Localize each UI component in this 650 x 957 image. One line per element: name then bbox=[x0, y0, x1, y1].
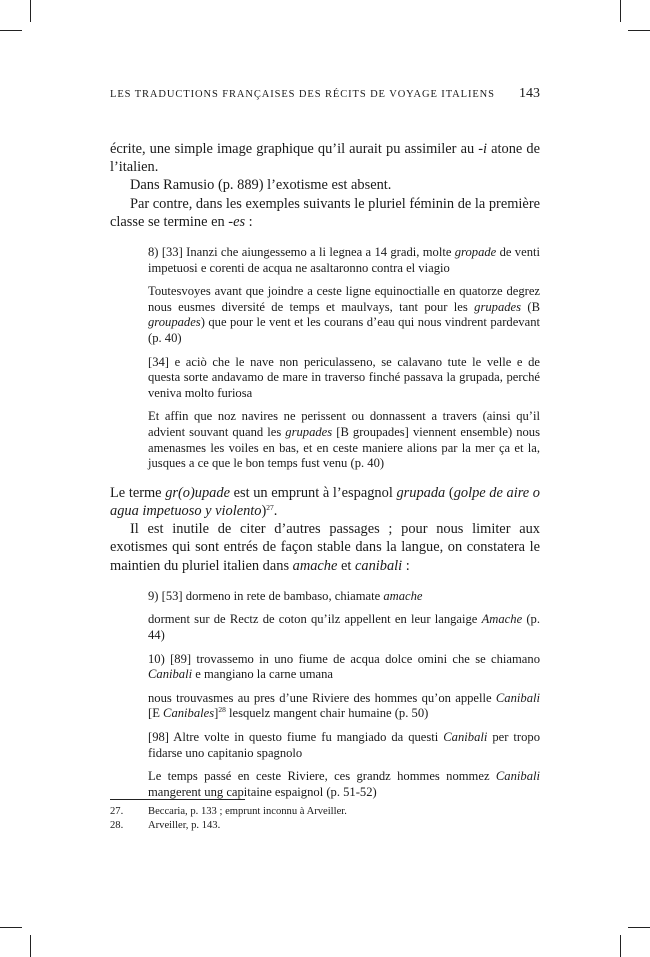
example-french: Le temps passé en ceste Riviere, ces grandz hommes nommez Canibali mangerent ung capitaine espaignol (p. 51-52) bbox=[148, 769, 540, 799]
crop-mark bbox=[0, 927, 22, 928]
footnote-text: Beccaria, p. 133 ; emprunt inconnu à Arveiller. bbox=[148, 806, 347, 817]
example-italian: [98] Altre volte in questo fiume fu mangiado da questi Canibali per tropo fidarse uno capitanio spagnolo bbox=[148, 729, 540, 760]
paragraph: écrite, une simple image graphique qu’il aurait pu assimiler au -i atone de l’italien. bbox=[110, 141, 540, 176]
crop-mark bbox=[30, 0, 31, 22]
page-number: 143 bbox=[519, 86, 540, 101]
crop-mark bbox=[0, 30, 22, 31]
crop-mark bbox=[30, 935, 31, 957]
crop-mark bbox=[628, 30, 650, 31]
example-french: dorment sur de Rectz de coton qu’ilz appellent en leur langaige Amache (p. 44) bbox=[148, 612, 540, 642]
example-italian: 8) [33] Inanzi che aiungessemo a li legnea a 14 gradi, molte gropade de venti impetuosi e corenti de acqua ne asaltaronno contra el viagio bbox=[148, 245, 540, 275]
paragraph: Il est inutile de citer d’autres passages ; pour nous limiter aux exotismes qui sont entrés de façon stable dans la langue, on constatera le maintien du pluriel italien dans amache et canibali : bbox=[110, 521, 540, 574]
footnote-text: Arveiller, p. 143. bbox=[148, 819, 221, 831]
page-body bbox=[110, 140, 540, 800]
example-block bbox=[148, 589, 540, 801]
footnotes bbox=[110, 805, 540, 832]
example-french: Et affin que noz navires ne perissent ou donnassent a travers (ainsi qu’il advient souvant quand les grupades [B groupades] viennent ensemble) nous amenasmes les voiles en bas, et en ceste maniere alions par la mer ça et la, jusques a ce que le bon temps fust venu (p. 40) bbox=[148, 409, 540, 471]
footnote-rule bbox=[110, 799, 245, 800]
crop-mark bbox=[620, 935, 621, 957]
paragraph: Le terme gr(o)upade est un emprunt à l’espagnol grupada (golpe de aire o agua impetuoso y violento)$^{27}$. bbox=[110, 484, 540, 519]
example-italian: 9) [53] dormeno in rete de bambaso, chiamate amache bbox=[148, 588, 423, 603]
crop-mark bbox=[628, 927, 650, 928]
paragraph: Dans Ramusio (p. 889) l’exotisme est absent. bbox=[130, 177, 392, 194]
example-french: Toutesvoyes avant que joindre a ceste ligne equinoctialle en quatorze degrez nous eusmes diversité de temps et maulvays, tant pour les grupades (B groupades) que pour le vent et les courans d’eau qui nous vindrent pardevant (p. 40) bbox=[148, 284, 540, 345]
footnote-number: 27. bbox=[110, 806, 124, 817]
example-italian: [34] e aciò che le nave non periculasseno, se calavano tute le velle e de questa sorte andavamo de mare in traverso finché passava la grupada, perché veniva molto furiosa bbox=[148, 354, 540, 400]
footnote bbox=[110, 805, 540, 819]
footnote-ref: 27 bbox=[266, 502, 274, 512]
example-block bbox=[148, 245, 540, 472]
footnote-ref: 28 bbox=[218, 705, 226, 715]
footnote-number: 28. bbox=[110, 819, 124, 831]
running-title: LES TRADUCTIONS FRANÇAISES DES RÉCITS DE VOYAGE ITALIENS bbox=[110, 89, 495, 100]
example-french: nous trouvasmes au pres d’une Riviere des hommes qu’on appelle Canibali [E Canibales]$^{28}$ lesquelz mangent chair humaine (p. 50) bbox=[148, 690, 540, 721]
running-head bbox=[110, 86, 540, 102]
paragraph: Par contre, dans les exemples suivants le pluriel féminin de la première classe se termine en -es : bbox=[110, 195, 540, 230]
footnote bbox=[110, 819, 540, 833]
example-italian: 10) [89] trovassemo in uno fiume de acqua dolce omini che se chiamano Canibali e mangiano la carne umana bbox=[148, 651, 540, 682]
crop-mark bbox=[620, 0, 621, 22]
